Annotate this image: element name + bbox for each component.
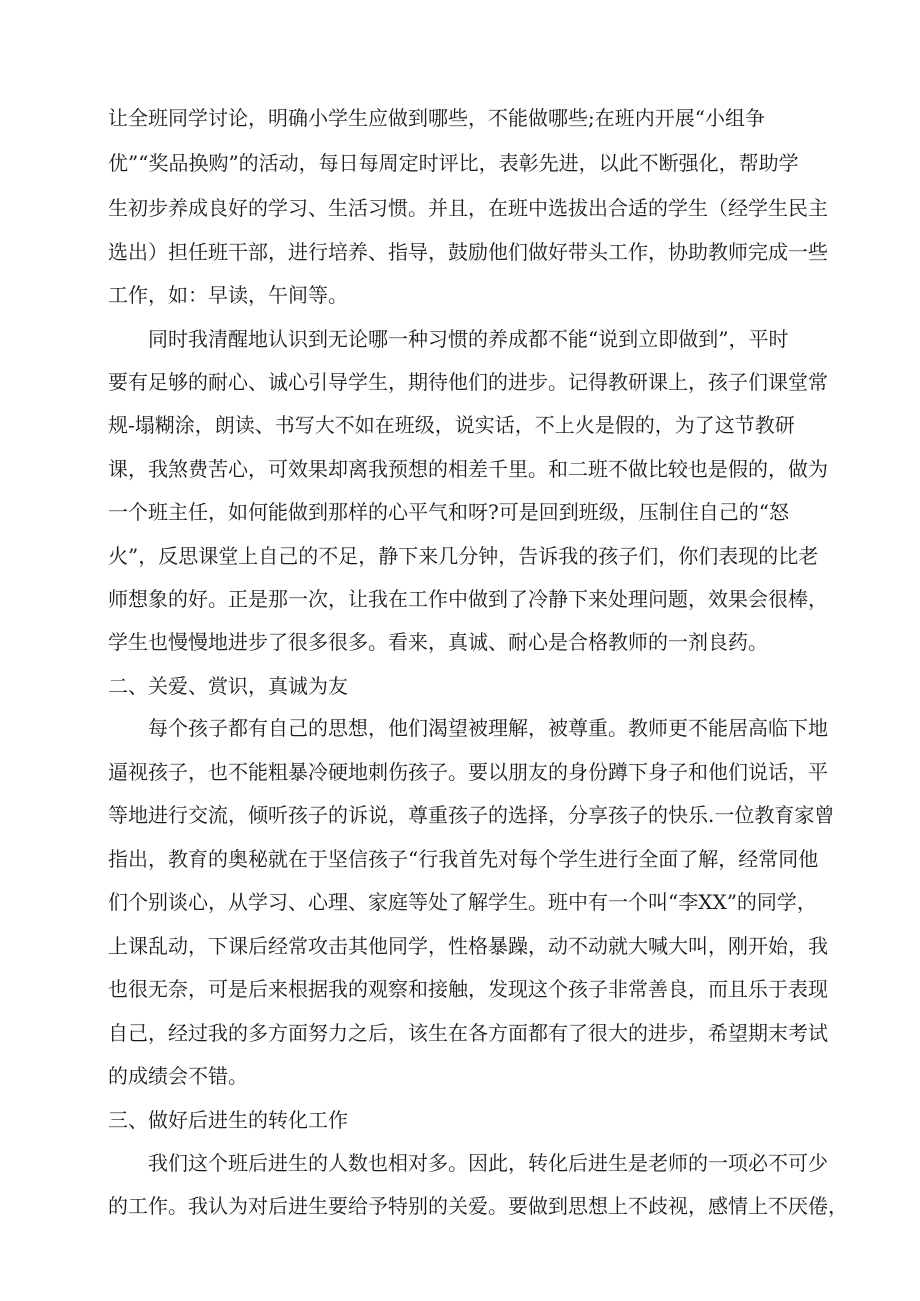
text-line: 优”“奖品换购”的活动，每日每周定时评比，表彰先进，以此不断强化，帮助学 xyxy=(108,151,799,175)
text-line: 等地进行交流，倾听孩子的诉说，尊重孩子的选择，分享孩子的快乐.一位教育家曾 xyxy=(108,803,835,827)
text-line: 师想象的好。正是那一次，让我在工作中做到了冷静下来处理问题，效果会很棒， xyxy=(108,587,828,611)
text-line: 规-塌糊涂，朗读、书写大不如在班级，说实话，不上火是假的，为了这节教研 xyxy=(108,413,795,437)
text-line: 学生也慢慢地进步了很多很多。看来，真诚、耐心是合格教师的一剂良药。 xyxy=(108,630,768,654)
text-line: 课，我煞费苦心，可效果却离我预想的相差千里。和二班不做比较也是假的，做为 xyxy=(108,457,828,481)
text-line: 生初步养成良好的学习、生活习惯。并且，在班中选拔出合适的学生（经学生民主 xyxy=(108,196,828,220)
text-line: 同时我清醒地认识到无论哪一种习惯的养成都不能“说到立即做到”，平时 xyxy=(148,327,789,351)
text-line: 火”，反思课堂上自己的不足，静下来几分钟，告诉我的孩子们，你们表现的比老 xyxy=(108,544,819,568)
section-heading: 三、做好后进生的转化工作 xyxy=(108,1108,348,1132)
text-line: 也很无奈，可是后来根据我的观察和接触，发现这个孩子非常善良，而且乐于表现 xyxy=(108,977,828,1001)
text-line: 逼视孩子，也不能粗暴冷硬地刺伤孩子。要以朋友的身份蹲下身子和他们说话，平 xyxy=(108,760,828,784)
text-line: 一个班主任，如何能做到那样的心平气和呀?可是回到班级，压制住自己的“怒 xyxy=(108,500,789,524)
text-line: 选出）担任班干部，进行培养、指导，鼓励他们做好带头工作，协助教师完成一些 xyxy=(108,240,828,264)
text-line: 每个孩子都有自己的思想，他们渴望被理解，被尊重。教师更不能居高临下地 xyxy=(148,716,828,740)
text-line: 指出，教育的奥秘就在于坚信孩子“行我首先对每个学生进行全面了解，经常同他 xyxy=(108,847,819,871)
text-line: 工作，如：早读，午间等。 xyxy=(108,283,348,307)
text-line: 的成绩会不错。 xyxy=(108,1064,248,1088)
text-line: 上课乱动，下课后经常攻击其他同学，性格暴躁，动不动就大喊大叫，刚开始，我 xyxy=(108,934,828,958)
text-line: 要有足够的耐心、诚心引导学生，期待他们的进步。记得教研课上，孩子们课堂常 xyxy=(108,370,828,394)
text-line: 我们这个班后进生的人数也相对多。因此，转化后进生是老师的一项必不可少 xyxy=(148,1151,828,1175)
text-line: 们个别谈心，从学习、心理、家庭等处了解学生。班中有一个叫“李XX”的同学， xyxy=(108,890,817,914)
section-heading: 二、关爱、赏识，真诚为友 xyxy=(108,674,348,698)
text-line: 的工作。我认为对后进生要给予特别的关爱。要做到思想上不歧视，感情上不厌倦， xyxy=(108,1194,848,1218)
text-line: 自己，经过我的多方面努力之后，该生在各方面都有了很大的进步，希望期末考试 xyxy=(108,1021,828,1045)
text-line: 让全班同学讨论，明确小学生应做到哪些，不能做哪些;在班内开展“小组争 xyxy=(108,106,765,130)
